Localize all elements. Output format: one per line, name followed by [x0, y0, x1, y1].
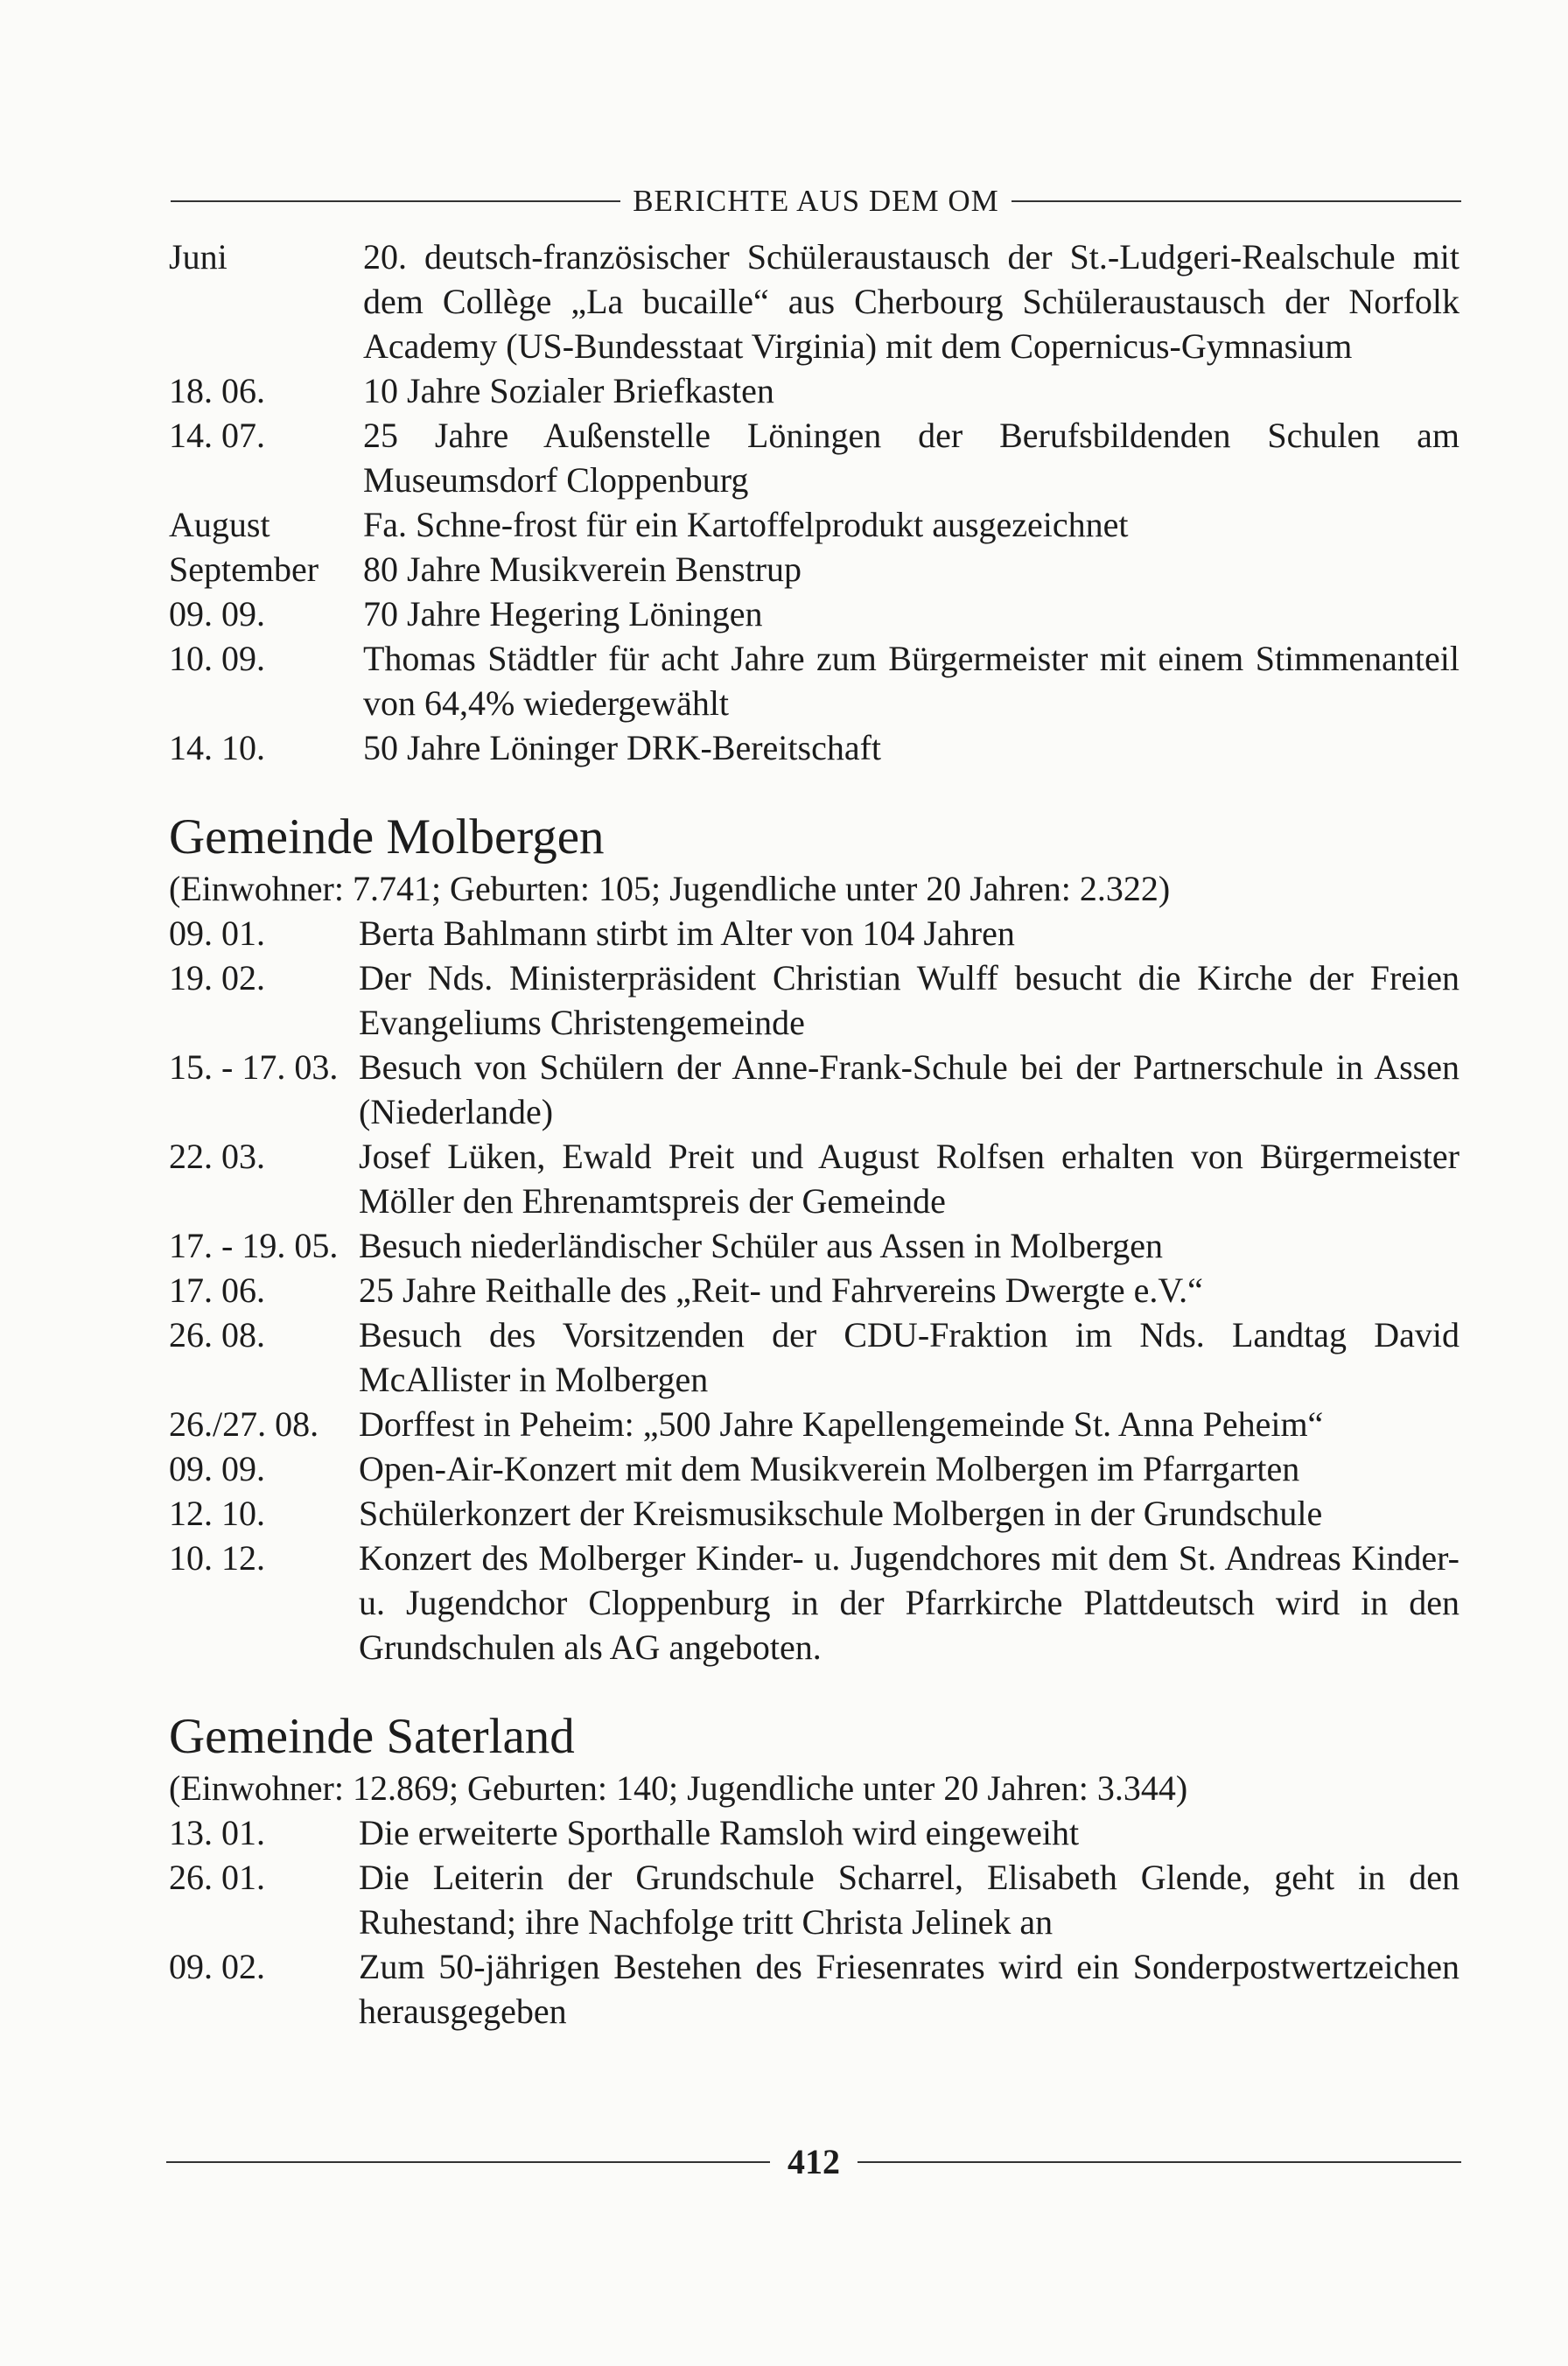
page-footer — [166, 2142, 1461, 2182]
entry-date: 10. 09. — [169, 639, 265, 678]
entry-date: 14. 07. — [169, 416, 265, 455]
header-rule-right — [1012, 200, 1461, 202]
list-item — [169, 502, 1460, 547]
running-head-title: BERICHTE AUS DEM OM — [633, 184, 999, 218]
entry-text: Open-Air-Konzert mit dem Musikverein Molbergen im Pfarrgarten — [359, 1449, 1300, 1488]
section-stats: (Einwohner: 12.869; Geburten: 140; Jugendliche unter 20 Jahren: 3.344) — [169, 1768, 1188, 1808]
entry-text: Berta Bahlmann stirbt im Alter von 104 Jahren — [359, 914, 1015, 953]
footer-rule-left — [166, 2161, 770, 2163]
page-content — [169, 234, 1460, 2034]
entry-date: 26. 08. — [169, 1315, 265, 1354]
entry-text: Josef Lüken, Ewald Preit und August Rolfsen erhalten von Bürgermeister Möller den Ehrenamtspreis der Gemeinde — [359, 1137, 1460, 1221]
footer-rule-right — [858, 2161, 1461, 2163]
entry-date: Juni — [169, 237, 228, 276]
entry-text: Schülerkonzert der Kreismusikschule Molbergen in der Grundschule — [359, 1494, 1323, 1533]
entry-date: 09. 01. — [169, 914, 265, 953]
entry-text: Thomas Städtler für acht Jahre zum Bürgermeister mit einem Stimmenanteil von 64,4% wiedergewählt — [363, 639, 1460, 723]
entry-date: 18. 06. — [169, 371, 265, 410]
list-item — [169, 1536, 1460, 1670]
list-item — [169, 547, 1460, 592]
entry-text: 25 Jahre Reithalle des „Reit- und Fahrvereins Dwergte e.V.“ — [359, 1270, 1203, 1310]
entry-date: 14. 10. — [169, 728, 265, 767]
entry-date: 17. - 19. 05. — [169, 1226, 339, 1265]
list-item — [169, 1446, 1460, 1491]
entry-text: Der Nds. Ministerpräsident Christian Wulff besucht die Kirche der Freien Evangeliums Christengemeinde — [359, 958, 1460, 1042]
list-item — [169, 234, 1460, 368]
entry-text: Besuch des Vorsitzenden der CDU-Fraktion im Nds. Landtag David McAllister in Molbergen — [359, 1315, 1460, 1399]
section-stats: (Einwohner: 7.741; Geburten: 105; Jugendliche unter 20 Jahren: 2.322) — [169, 869, 1171, 908]
section-heading: Gemeinde Saterland — [169, 1709, 575, 1764]
entry-text: Fa. Schne-frost für ein Kartoffelprodukt ausgezeichnet — [363, 505, 1129, 544]
entry-text: Die Leiterin der Grundschule Scharrel, Elisabeth Glende, geht in den Ruhestand; ihre Nachfolge tritt Christa Jelinek an — [359, 1858, 1460, 1942]
entry-date: August — [169, 505, 270, 544]
section-saterland — [169, 1708, 1460, 2034]
entry-date: 13. 01. — [169, 1813, 265, 1852]
list-item — [169, 725, 1460, 770]
entry-date: 26./27. 08. — [169, 1404, 319, 1444]
page-number: 412 — [788, 2142, 840, 2181]
section-heading: Gemeinde Molbergen — [169, 809, 605, 864]
entry-date: 15. - 17. 03. — [169, 1047, 339, 1087]
entry-list — [169, 234, 1460, 770]
entry-text: 70 Jahre Hegering Löningen — [363, 594, 763, 634]
entry-text: 10 Jahre Sozialer Briefkasten — [363, 371, 774, 410]
list-item — [169, 1268, 1460, 1312]
entry-text: Die erweiterte Sporthalle Ramsloh wird eingeweiht — [359, 1813, 1080, 1852]
section-molbergen — [169, 808, 1460, 1670]
list-item — [169, 1491, 1460, 1536]
entry-date: 19. 02. — [169, 958, 265, 998]
list-item — [169, 413, 1460, 502]
list-item — [169, 956, 1460, 1045]
entry-date: 22. 03. — [169, 1137, 265, 1176]
list-item — [169, 368, 1460, 413]
entry-date: 12. 10. — [169, 1494, 265, 1533]
list-item — [169, 1223, 1460, 1268]
entry-text: Besuch von Schülern der Anne-Frank-Schule bei der Partnerschule in Assen (Niederlande) — [359, 1047, 1460, 1131]
list-item — [169, 1045, 1460, 1134]
entry-text: 25 Jahre Außenstelle Löningen der Berufsbildenden Schulen am Museumsdorf Cloppenburg — [363, 416, 1460, 500]
running-head — [171, 184, 1461, 219]
list-item — [169, 1810, 1460, 1855]
entry-list — [169, 1810, 1460, 2034]
entry-date: 17. 06. — [169, 1270, 265, 1310]
entry-date: September — [169, 550, 319, 589]
list-item — [169, 636, 1460, 725]
entry-text: 50 Jahre Löninger DRK-Bereitschaft — [363, 728, 882, 767]
entry-date: 09. 02. — [169, 1947, 265, 1986]
list-item — [169, 911, 1460, 956]
list-item — [169, 1855, 1460, 1944]
entry-text: Zum 50-jährigen Bestehen des Friesenrates wird ein Sonderpostwertzeichen herausgegeben — [359, 1947, 1460, 2031]
entry-text: 20. deutsch-französischer Schüleraustausch der St.-Ludgeri-Realschule mit dem Collège „La bucaille“ aus Cherbourg Schüleraustausch der Norfolk Academy (US-Bundesstaat Virginia) mit dem Copernicus-Gymnasium — [363, 237, 1460, 366]
entry-date: 10. 12. — [169, 1538, 265, 1578]
list-item — [169, 1944, 1460, 2034]
entry-text: Dorffest in Peheim: „500 Jahre Kapellengemeinde St. Anna Peheim“ — [359, 1404, 1324, 1444]
entry-date: 26. 01. — [169, 1858, 265, 1897]
list-item — [169, 1402, 1460, 1446]
header-rule-left — [171, 200, 620, 202]
entry-text: 80 Jahre Musikverein Benstrup — [363, 550, 802, 589]
entry-list — [169, 911, 1460, 1670]
entry-text: Besuch niederländischer Schüler aus Assen in Molbergen — [359, 1226, 1164, 1265]
section-loeningen-continued — [169, 234, 1460, 770]
list-item — [169, 592, 1460, 636]
list-item — [169, 1312, 1460, 1402]
list-item — [169, 1134, 1460, 1223]
entry-text: Konzert des Molberger Kinder- u. Jugendchores mit dem St. Andreas Kinder- u. Jugendchor Cloppenburg in der Pfarrkirche Plattdeutsch wird in den Grundschulen als AG angeboten. — [359, 1538, 1460, 1667]
entry-date: 09. 09. — [169, 594, 265, 634]
entry-date: 09. 09. — [169, 1449, 265, 1488]
